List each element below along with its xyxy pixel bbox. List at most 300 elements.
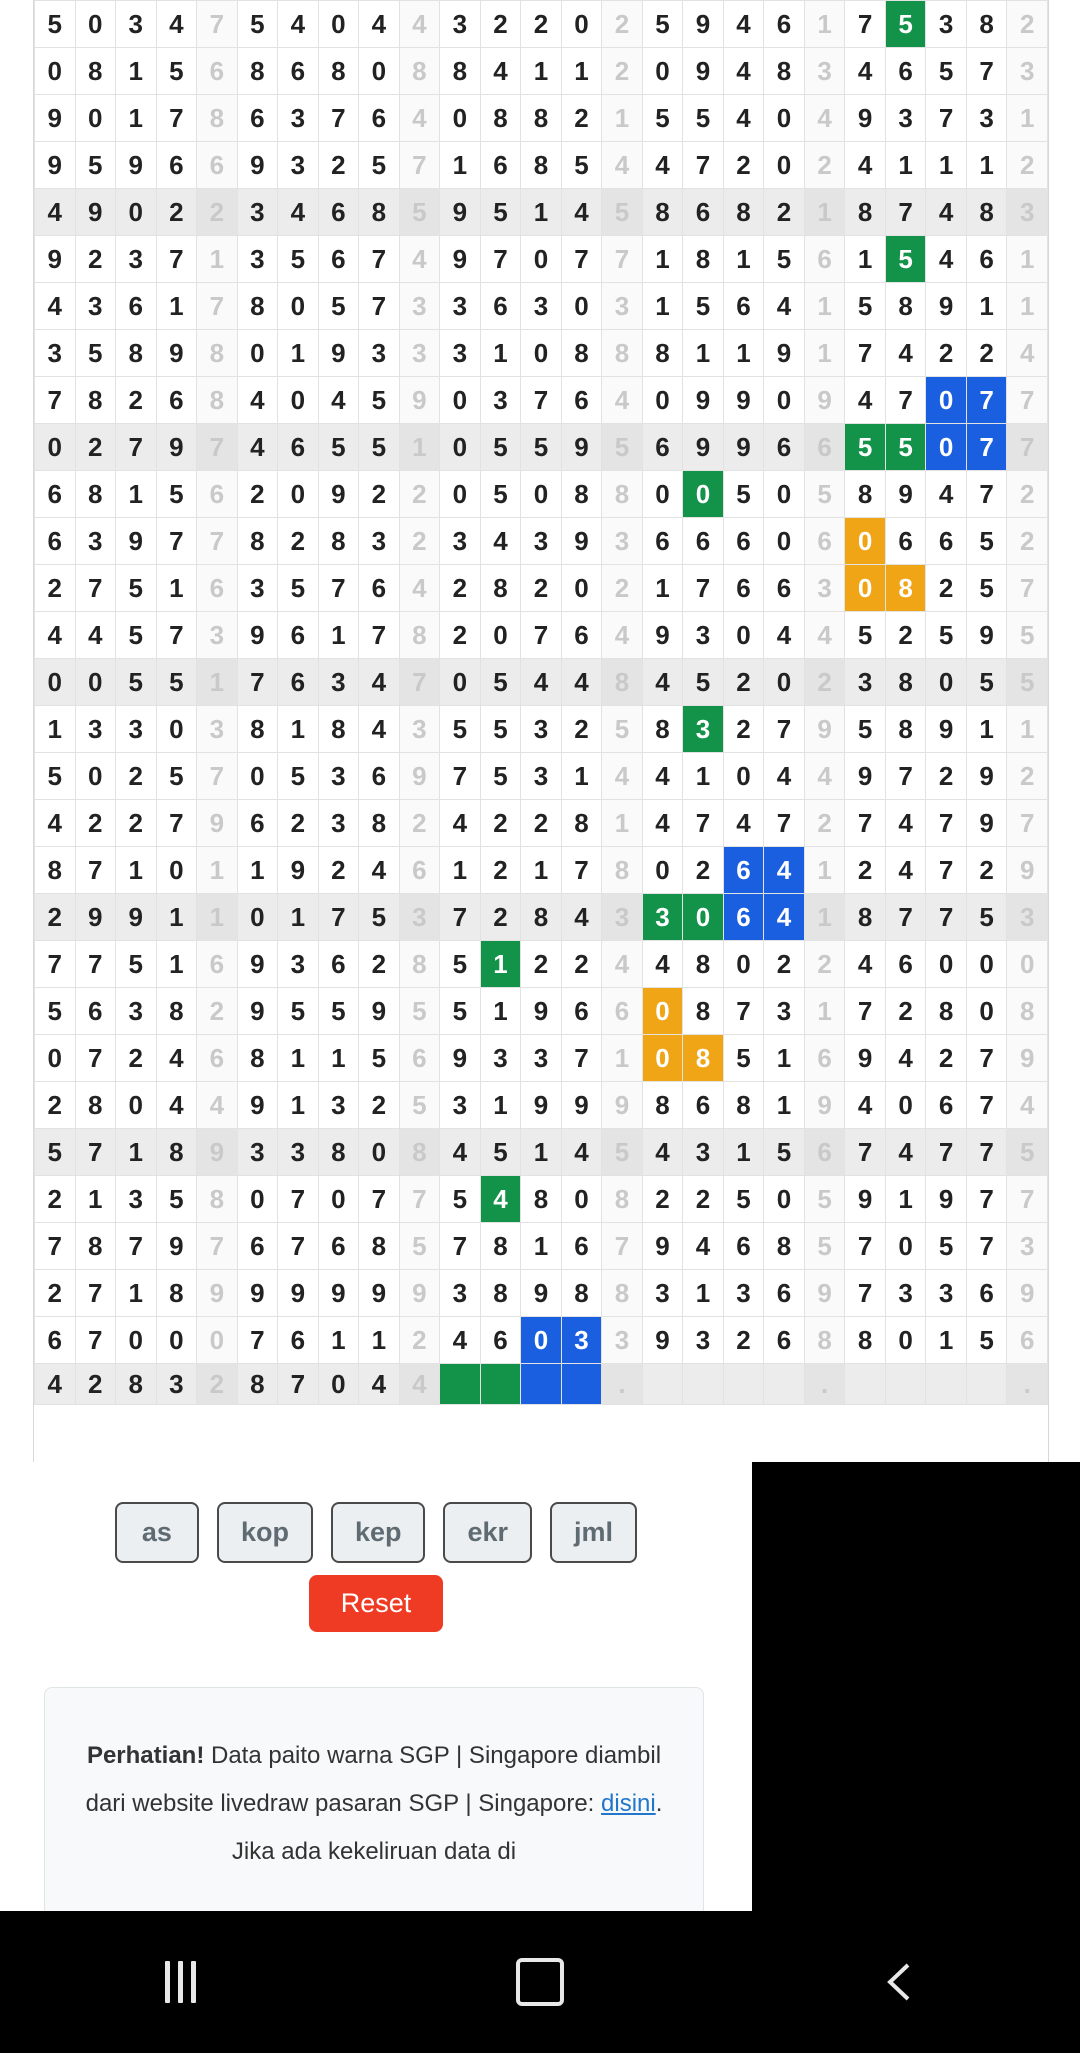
table-cell[interactable]: 7 [278,1364,319,1405]
table-cell-separator[interactable]: 9 [804,706,845,753]
table-cell[interactable]: 2 [480,1,521,48]
table-cell[interactable]: 0 [480,612,521,659]
table-cell[interactable]: 5 [35,1129,76,1176]
table-cell[interactable]: 2 [521,565,562,612]
table-cell-separator[interactable]: 9 [1007,847,1048,894]
table-cell[interactable]: 5 [156,659,197,706]
table-cell[interactable]: 9 [845,1176,886,1223]
table-cell[interactable]: 8 [75,1082,116,1129]
table-cell[interactable]: 6 [35,471,76,518]
table-cell[interactable]: 6 [561,377,602,424]
table-cell[interactable]: 1 [561,48,602,95]
table-cell[interactable]: 9 [75,189,116,236]
table-cell[interactable]: 7 [116,1223,157,1270]
table-cell[interactable]: 9 [440,236,481,283]
table-cell[interactable]: 7 [966,48,1007,95]
table-cell[interactable]: 0 [116,1082,157,1129]
table-cell[interactable]: 3 [642,894,683,941]
table-cell[interactable]: 2 [35,565,76,612]
table-cell[interactable]: 0 [521,471,562,518]
table-cell[interactable]: 7 [966,1223,1007,1270]
table-cell[interactable]: 2 [116,800,157,847]
table-cell[interactable]: 6 [278,424,319,471]
table-cell[interactable]: 4 [642,142,683,189]
table-cell[interactable]: 7 [75,565,116,612]
table-cell[interactable] [480,1364,521,1405]
table-cell[interactable]: 9 [318,330,359,377]
table-cell[interactable]: 0 [359,48,400,95]
table-cell[interactable]: 8 [885,283,926,330]
table-cell-separator[interactable]: 8 [602,330,643,377]
table-cell[interactable]: 1 [966,283,1007,330]
table-cell[interactable]: 7 [561,1035,602,1082]
table-cell[interactable]: 9 [116,894,157,941]
table-cell[interactable]: 5 [278,236,319,283]
table-cell[interactable]: 4 [764,283,805,330]
table-cell[interactable]: 7 [278,1223,319,1270]
table-cell[interactable]: 9 [521,1082,562,1129]
table-cell-separator[interactable]: 4 [602,377,643,424]
table-cell-separator[interactable]: 3 [1007,1223,1048,1270]
table-cell[interactable]: 7 [845,330,886,377]
table-cell[interactable]: 3 [237,565,278,612]
table-cell[interactable]: 1 [116,95,157,142]
table-cell[interactable]: 0 [926,424,967,471]
table-cell[interactable]: 1 [318,1035,359,1082]
table-cell-separator[interactable]: 1 [1007,95,1048,142]
table-cell[interactable]: 6 [926,518,967,565]
table-cell[interactable]: 9 [156,424,197,471]
table-cell[interactable]: 2 [521,1,562,48]
table-cell-separator[interactable]: 8 [197,377,238,424]
table-cell[interactable]: 8 [480,565,521,612]
table-cell[interactable]: 7 [926,800,967,847]
table-cell[interactable]: 0 [764,659,805,706]
table-cell-separator[interactable]: 4 [399,1,440,48]
table-cell[interactable]: 5 [845,706,886,753]
table-cell-separator[interactable]: 6 [804,236,845,283]
table-cell[interactable]: 9 [359,988,400,1035]
table-cell[interactable]: 1 [683,753,724,800]
table-cell[interactable]: 5 [278,565,319,612]
table-cell[interactable]: 0 [926,659,967,706]
table-cell[interactable]: 2 [440,612,481,659]
table-cell-separator[interactable]: 7 [1007,1176,1048,1223]
table-cell[interactable]: 8 [75,377,116,424]
table-cell[interactable]: 8 [764,48,805,95]
table-cell[interactable]: 5 [359,424,400,471]
table-cell[interactable]: 2 [35,1082,76,1129]
table-cell[interactable]: 8 [521,95,562,142]
table-cell[interactable]: 5 [278,988,319,1035]
table-cell-separator[interactable]: 2 [1007,1,1048,48]
table-cell[interactable]: 6 [926,1082,967,1129]
table-cell[interactable]: 5 [35,988,76,1035]
table-cell-separator[interactable]: 5 [399,189,440,236]
table-cell[interactable]: 5 [885,1,926,48]
table-cell[interactable]: 4 [440,1129,481,1176]
table-cell[interactable]: 2 [75,1364,116,1405]
table-cell[interactable]: 2 [966,847,1007,894]
table-cell-separator[interactable]: 5 [602,1129,643,1176]
table-cell[interactable]: 1 [723,236,764,283]
table-cell[interactable]: 8 [845,189,886,236]
table-cell[interactable]: 7 [318,565,359,612]
table-cell[interactable]: 7 [885,377,926,424]
table-cell-separator[interactable]: 5 [602,424,643,471]
table-cell[interactable]: 8 [237,1364,278,1405]
table-cell[interactable]: 6 [359,753,400,800]
table-cell[interactable]: 4 [359,659,400,706]
table-cell[interactable]: 2 [35,1176,76,1223]
table-cell[interactable]: 4 [723,800,764,847]
table-cell[interactable]: 5 [480,659,521,706]
table-cell[interactable]: 7 [359,283,400,330]
table-cell[interactable]: 7 [966,1035,1007,1082]
table-cell[interactable]: 5 [480,424,521,471]
table-cell[interactable]: 1 [440,142,481,189]
table-cell[interactable]: 3 [116,988,157,1035]
table-cell[interactable]: 1 [764,1035,805,1082]
table-cell[interactable]: 3 [966,95,1007,142]
table-cell[interactable]: 1 [359,1317,400,1364]
table-cell[interactable]: 8 [75,471,116,518]
table-cell-separator[interactable]: 1 [804,847,845,894]
table-cell[interactable]: 2 [966,330,1007,377]
table-cell-separator[interactable]: 5 [1007,1129,1048,1176]
table-cell[interactable]: 1 [278,706,319,753]
table-cell[interactable]: 8 [561,330,602,377]
table-cell-separator[interactable]: 3 [1007,894,1048,941]
table-cell[interactable]: 8 [116,1364,157,1405]
table-cell[interactable]: 7 [75,847,116,894]
table-cell[interactable]: 6 [723,1223,764,1270]
table-cell[interactable]: 9 [521,988,562,1035]
table-cell[interactable]: 7 [966,377,1007,424]
table-cell[interactable]: 7 [561,236,602,283]
table-cell[interactable]: 1 [926,1317,967,1364]
table-cell[interactable]: 9 [845,95,886,142]
table-cell-separator[interactable]: 5 [804,1176,845,1223]
table-cell[interactable]: 1 [561,753,602,800]
table-cell[interactable]: 5 [318,283,359,330]
table-cell[interactable]: 4 [885,800,926,847]
table-cell[interactable]: 8 [845,471,886,518]
table-cell[interactable]: 6 [318,941,359,988]
table-cell[interactable]: 5 [156,471,197,518]
table-cell[interactable]: 4 [35,1364,76,1405]
table-cell[interactable]: 0 [966,988,1007,1035]
table-cell-separator[interactable]: 9 [399,377,440,424]
table-cell[interactable]: 9 [440,1035,481,1082]
table-cell-separator[interactable]: 2 [1007,471,1048,518]
table-cell[interactable]: 3 [440,1082,481,1129]
table-cell-separator[interactable]: 4 [1007,330,1048,377]
table-cell-separator[interactable]: 0 [1007,941,1048,988]
table-cell[interactable]: 4 [278,189,319,236]
table-cell[interactable]: 9 [156,1223,197,1270]
table-cell[interactable]: 5 [480,189,521,236]
table-cell[interactable]: 5 [156,753,197,800]
table-cell[interactable]: 2 [116,377,157,424]
table-cell[interactable]: 4 [318,377,359,424]
table-cell-separator[interactable]: 6 [197,1035,238,1082]
table-cell[interactable]: 0 [764,377,805,424]
table-cell[interactable]: 7 [683,142,724,189]
table-cell[interactable]: 8 [642,1082,683,1129]
table-cell[interactable]: 0 [764,1176,805,1223]
table-cell-separator[interactable]: 1 [602,1035,643,1082]
table-cell[interactable]: 5 [683,95,724,142]
table-cell[interactable]: 3 [885,1270,926,1317]
table-cell[interactable]: 4 [359,1364,400,1405]
table-cell-separator[interactable]: 3 [399,283,440,330]
table-cell[interactable]: 0 [561,1,602,48]
table-cell[interactable]: 1 [278,1082,319,1129]
table-cell-separator[interactable]: 2 [804,941,845,988]
table-cell[interactable]: 6 [359,565,400,612]
table-cell-separator[interactable]: 1 [197,894,238,941]
table-cell[interactable]: 0 [723,612,764,659]
table-cell-separator[interactable]: 6 [804,424,845,471]
table-cell[interactable]: 0 [764,142,805,189]
table-cell[interactable]: 5 [885,424,926,471]
table-cell[interactable]: 4 [359,847,400,894]
table-cell[interactable]: 7 [683,800,724,847]
table-cell[interactable]: 2 [318,142,359,189]
table-cell[interactable]: 6 [480,1317,521,1364]
table-cell[interactable]: 0 [156,706,197,753]
table-cell[interactable]: 4 [642,941,683,988]
table-cell[interactable]: 6 [723,518,764,565]
table-cell[interactable]: 7 [156,800,197,847]
table-cell[interactable]: 4 [35,612,76,659]
table-cell[interactable]: 4 [683,1223,724,1270]
table-cell-separator[interactable]: 4 [1007,1082,1048,1129]
table-cell[interactable]: 8 [237,1035,278,1082]
table-cell[interactable]: 4 [480,48,521,95]
table-cell-separator[interactable]: 2 [804,142,845,189]
back-icon[interactable] [840,1947,960,2017]
table-cell[interactable]: 7 [75,1317,116,1364]
table-cell[interactable] [764,1364,805,1405]
table-cell[interactable]: 3 [359,330,400,377]
table-cell-separator[interactable]: 3 [602,283,643,330]
table-cell[interactable]: 2 [723,706,764,753]
table-cell[interactable]: 4 [278,1,319,48]
table-cell[interactable]: 9 [642,612,683,659]
table-cell-separator[interactable]: 5 [399,988,440,1035]
table-cell[interactable]: 8 [723,189,764,236]
table-cell[interactable]: 7 [35,377,76,424]
table-cell[interactable]: 2 [926,565,967,612]
table-cell[interactable]: 7 [278,1176,319,1223]
table-cell[interactable]: 6 [966,1270,1007,1317]
table-cell[interactable]: 0 [156,1317,197,1364]
table-cell[interactable]: 7 [318,95,359,142]
table-cell[interactable]: 1 [116,48,157,95]
table-cell-separator[interactable]: 4 [602,941,643,988]
table-cell[interactable]: 3 [764,988,805,1035]
table-cell[interactable]: 0 [561,283,602,330]
table-cell[interactable]: 0 [845,565,886,612]
table-cell[interactable]: 5 [966,518,1007,565]
table-cell[interactable]: 9 [642,1317,683,1364]
table-cell[interactable]: 9 [966,800,1007,847]
table-cell-separator[interactable]: 7 [1007,424,1048,471]
table-cell[interactable]: 0 [318,1,359,48]
table-cell[interactable]: 2 [35,1270,76,1317]
table-cell[interactable]: 2 [480,847,521,894]
table-cell[interactable]: 1 [521,1223,562,1270]
table-cell-separator[interactable]: 8 [197,330,238,377]
table-cell[interactable]: 8 [683,988,724,1035]
table-cell-separator[interactable]: 6 [197,48,238,95]
table-cell[interactable]: 9 [359,1270,400,1317]
table-cell[interactable]: 3 [278,941,319,988]
table-cell[interactable]: 9 [237,988,278,1035]
table-cell[interactable]: 7 [440,753,481,800]
table-cell[interactable]: 6 [885,48,926,95]
table-cell[interactable]: 4 [723,48,764,95]
table-cell[interactable]: 5 [318,988,359,1035]
table-cell-separator[interactable]: 3 [804,48,845,95]
table-cell-separator[interactable]: 7 [197,283,238,330]
table-cell[interactable]: 6 [885,941,926,988]
table-cell[interactable]: 7 [845,1270,886,1317]
table-cell[interactable]: 3 [440,518,481,565]
table-cell-separator[interactable]: 2 [399,1317,440,1364]
table-cell[interactable]: 1 [156,283,197,330]
table-cell-separator[interactable]: 3 [197,612,238,659]
table-cell-separator[interactable]: 7 [197,1223,238,1270]
table-cell[interactable]: 6 [683,518,724,565]
table-cell-separator[interactable]: 2 [197,189,238,236]
table-cell[interactable]: 6 [480,283,521,330]
table-cell[interactable]: 2 [723,659,764,706]
table-cell[interactable]: 6 [278,659,319,706]
table-cell[interactable]: 5 [723,1176,764,1223]
table-cell[interactable]: 6 [561,612,602,659]
recents-icon[interactable] [120,1947,240,2017]
table-cell-separator[interactable]: 2 [1007,753,1048,800]
table-cell[interactable]: 9 [237,1270,278,1317]
table-cell[interactable]: 6 [35,1317,76,1364]
table-cell-separator[interactable]: 1 [804,988,845,1035]
table-cell-separator[interactable]: 9 [804,1082,845,1129]
table-cell[interactable]: 0 [521,236,562,283]
table-cell[interactable]: 8 [237,48,278,95]
table-cell-separator[interactable]: 3 [602,1317,643,1364]
table-cell[interactable]: 1 [885,1176,926,1223]
table-cell-separator[interactable]: 5 [1007,612,1048,659]
table-cell[interactable]: 4 [926,471,967,518]
table-cell[interactable]: 7 [845,1223,886,1270]
table-cell[interactable]: 8 [237,706,278,753]
table-cell-separator[interactable]: . [1007,1364,1048,1405]
table-cell[interactable]: 6 [723,847,764,894]
table-cell-separator[interactable]: 1 [602,800,643,847]
table-cell[interactable]: 2 [480,800,521,847]
table-cell[interactable]: 0 [237,894,278,941]
table-cell[interactable]: 9 [561,518,602,565]
table-cell-separator[interactable]: 3 [1007,48,1048,95]
table-cell[interactable]: 4 [642,753,683,800]
table-cell[interactable]: 1 [885,142,926,189]
table-cell[interactable]: 7 [440,1223,481,1270]
table-cell[interactable]: 1 [440,847,481,894]
table-cell[interactable]: 1 [642,283,683,330]
table-cell-separator[interactable]: 5 [804,471,845,518]
table-cell[interactable]: 8 [480,1270,521,1317]
table-cell[interactable] [723,1364,764,1405]
table-cell[interactable]: 9 [561,1082,602,1129]
table-cell[interactable]: 2 [723,142,764,189]
table-cell[interactable]: 1 [116,1270,157,1317]
table-cell[interactable]: 1 [683,330,724,377]
table-cell[interactable]: 0 [642,48,683,95]
table-cell-separator[interactable]: 2 [197,1364,238,1405]
table-cell-separator[interactable]: 3 [399,894,440,941]
table-cell[interactable]: 0 [278,283,319,330]
table-cell-separator[interactable]: 7 [602,1223,643,1270]
table-cell-separator[interactable]: 1 [399,424,440,471]
table-cell[interactable]: 3 [521,753,562,800]
table-cell[interactable]: 7 [75,1129,116,1176]
table-cell[interactable]: 9 [116,142,157,189]
table-cell[interactable]: 0 [278,471,319,518]
table-cell[interactable]: 2 [35,894,76,941]
table-cell-separator[interactable]: 2 [399,800,440,847]
table-cell[interactable]: 2 [885,612,926,659]
table-cell[interactable]: 1 [966,706,1007,753]
table-cell[interactable]: 5 [116,659,157,706]
table-cell[interactable]: 3 [723,1270,764,1317]
table-cell[interactable]: 4 [561,189,602,236]
table-cell[interactable]: 8 [561,1270,602,1317]
table-cell[interactable]: 7 [156,236,197,283]
table-cell[interactable]: 5 [764,1129,805,1176]
table-cell[interactable]: 1 [278,894,319,941]
table-cell[interactable]: 5 [926,48,967,95]
table-cell-separator[interactable]: 8 [804,1317,845,1364]
table-cell[interactable]: 0 [561,1176,602,1223]
table-cell-separator[interactable]: 3 [399,706,440,753]
table-cell[interactable]: 2 [480,894,521,941]
table-cell[interactable]: 1 [480,1082,521,1129]
table-cell[interactable]: 3 [885,95,926,142]
table-cell[interactable]: 7 [75,1035,116,1082]
table-cell-separator[interactable]: 7 [399,1176,440,1223]
table-cell-separator[interactable]: 8 [399,48,440,95]
table-cell[interactable]: 9 [683,48,724,95]
table-cell[interactable]: 0 [521,1317,562,1364]
table-cell[interactable]: 0 [318,1176,359,1223]
table-cell[interactable]: 2 [926,1035,967,1082]
table-cell[interactable]: 9 [683,377,724,424]
table-cell[interactable] [885,1364,926,1405]
table-cell[interactable]: 7 [237,1317,278,1364]
table-cell[interactable]: 8 [116,330,157,377]
table-cell[interactable]: 8 [683,941,724,988]
table-cell[interactable]: 1 [521,189,562,236]
table-cell[interactable] [561,1364,602,1405]
table-cell[interactable]: 3 [683,1317,724,1364]
table-cell[interactable]: 3 [318,1082,359,1129]
table-cell-separator[interactable]: 1 [197,847,238,894]
table-cell[interactable]: 0 [561,565,602,612]
table-cell[interactable]: 4 [156,1,197,48]
